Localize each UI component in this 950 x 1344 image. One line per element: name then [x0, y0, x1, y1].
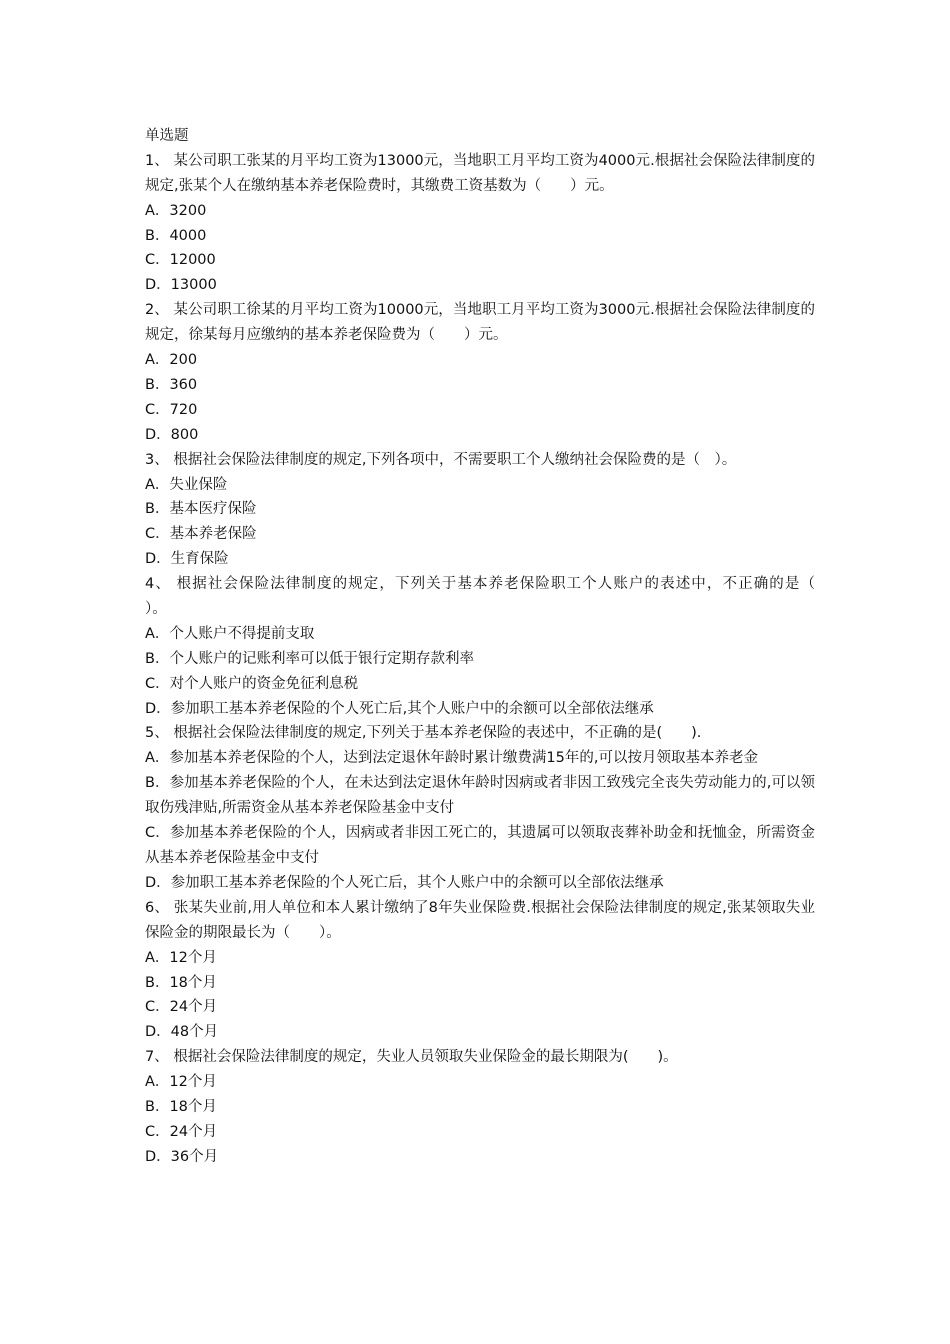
question-7-option-b: B．18个月 — [145, 1099, 217, 1115]
question-1-option-c: C．12000 — [145, 252, 216, 269]
question-1-option-b: B．4000 — [145, 227, 207, 244]
document-page — [145, 124, 844, 1170]
question-7-option-c: C．24个月 — [145, 1123, 218, 1140]
question-7-stem: 7、 根据社会保险法律制度的规定，失业人员领取失业保险金的最长期限为( )。 — [145, 1049, 678, 1066]
question-7-option-d: D．36个月 — [145, 1148, 219, 1165]
question-5-option-c: C．参加基本养老保险的个人，因病或者非因工死亡的，其遗属可以领取丧葬补助金和抚恤金，所需资金从基本养老保险基金中支付 — [145, 825, 815, 867]
question-4-option-d: D．参加职工基本养老保险的个人死亡后,其个人账户中的余额可以全部依法继承 — [145, 700, 654, 717]
question-4-option-a: A．个人账户不得提前支取 — [145, 625, 315, 642]
question-3-stem: 3、 根据社会保险法律制度的规定,下列各项中，不需要职工个人缴纳社会保险费的是（ ）。 — [145, 451, 737, 468]
question-3-option-a: A．失业保险 — [145, 476, 228, 493]
question-6-option-d: D．48个月 — [145, 1024, 219, 1041]
question-6-option-a: A．12个月 — [145, 949, 217, 966]
question-2-option-a: A．200 — [145, 352, 198, 369]
question-3-option-d: D．生育保险 — [145, 551, 229, 568]
question-1-option-a: A．3200 — [145, 202, 207, 219]
question-7-option-a: A．12个月 — [145, 1074, 217, 1091]
question-6-option-b: B．18个月 — [145, 974, 217, 991]
question-2-option-c: C．720 — [145, 401, 198, 418]
question-5-option-a: A．参加基本养老保险的个人，达到法定退休年龄时累计缴费满15年的,可以按月领取基本养老金 — [145, 750, 758, 767]
question-1-option-d: D．13000 — [145, 277, 217, 294]
question-5-option-d: D．参加职工基本养老保险的个人死亡后，其个人账户中的余额可以全部依法继承 — [145, 874, 664, 891]
question-2-option-d: D．800 — [145, 426, 199, 443]
question-5-option-b: B．参加基本养老保险的个人，在未达到法定退休年龄时因病或者非因工致残完全丧失劳动能力的,可以领取伤残津贴,所需资金从基本养老保险基金中支付 — [145, 775, 815, 817]
question-3-option-c: C．基本养老保险 — [145, 526, 257, 543]
question-1-stem: 1、 某公司职工张某的月平均工资为13000元，当地职工月平均工资为4000元.根据社会保险法律制度的规定,张某个人在缴纳基本养老保险费时，其缴费工资基数为（ ）元。 — [145, 152, 815, 194]
question-2-stem: 2、 某公司职工徐某的月平均工资为10000元，当地职工月平均工资为3000元.根据社会保险法律制度的规定，徐某每月应缴纳的基本养老保险费为（ ）元。 — [145, 302, 815, 344]
question-4-option-c: C．对个人账户的资金免征利息税 — [145, 675, 359, 692]
question-2-option-b: B．360 — [145, 376, 198, 393]
section-title: 单选题 — [145, 128, 189, 144]
question-6-stem: 6、 张某失业前,用人单位和本人累计缴纳了8年失业保险费.根据社会保险法律制度的规定,张某领取失业保险金的期限最长为（ ）。 — [145, 899, 815, 941]
question-6-option-c: C．24个月 — [145, 999, 218, 1016]
question-4-option-b: B．个人账户的记账利率可以低于银行定期存款利率 — [145, 650, 474, 667]
question-4-stem: 4、 根据社会保险法律制度的规定，下列关于基本养老保险职工个人账户的表述中，不正确的是（ ）。 — [145, 576, 844, 618]
question-5-stem: 5、 根据社会保险法律制度的规定,下列关于基本养老保险的表述中，不正确的是( ). — [145, 725, 702, 742]
question-3-option-b: B．基本医疗保险 — [145, 501, 257, 518]
